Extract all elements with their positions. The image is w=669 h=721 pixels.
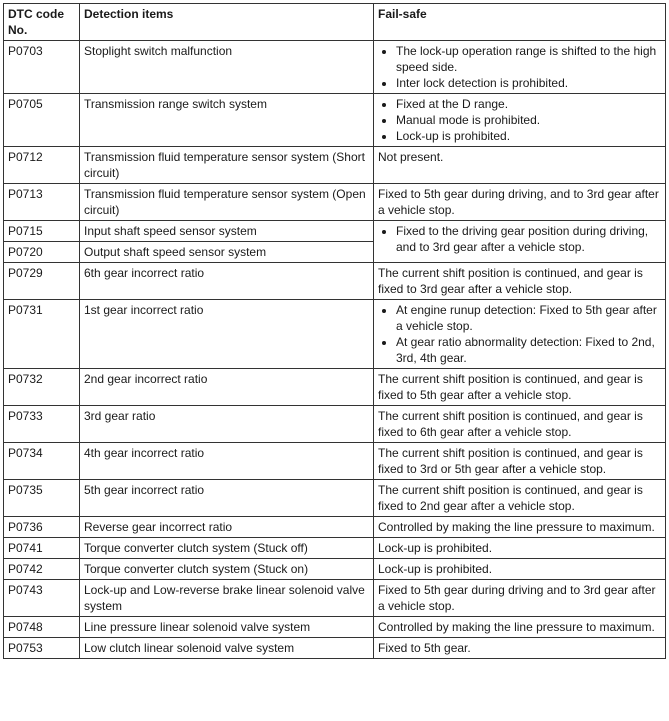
table-row [4, 580, 666, 617]
dtc-code-cell: P0748 [4, 617, 80, 638]
detection-item-cell: Transmission range switch system [80, 94, 374, 147]
table-row [4, 263, 666, 300]
dtc-code-cell: P0741 [4, 538, 80, 559]
table-row [4, 300, 666, 369]
detection-item-cell: Torque converter clutch system (Stuck on) [80, 559, 374, 580]
fail-safe-cell: Lock-up is prohibited. [374, 538, 666, 559]
list-item: • At engine runup detection: Fixed to 5th gear after a vehicle stop. [396, 302, 661, 334]
dtc-code-cell: P0733 [4, 406, 80, 443]
table-row [4, 559, 666, 580]
fail-safe-cell: Controlled by making the line pressure to maximum. [374, 617, 666, 638]
dtc-code-cell: P0705 [4, 94, 80, 147]
dtc-code-cell: P0715 [4, 221, 80, 242]
list-item: • Lock-up is prohibited. [396, 128, 661, 144]
table-row [4, 638, 666, 659]
header-detection-items: Detection items [80, 4, 374, 41]
table-row [4, 480, 666, 517]
table-row [4, 443, 666, 480]
detection-item-cell: 3rd gear ratio [80, 406, 374, 443]
header-fail-safe: Fail-safe [374, 4, 666, 41]
detection-item-cell: Transmission fluid temperature sensor system (Open circuit) [80, 184, 374, 221]
detection-item-cell: 5th gear incorrect ratio [80, 480, 374, 517]
fail-safe-cell [374, 300, 666, 369]
dtc-code-cell: P0734 [4, 443, 80, 480]
list-item: • Manual mode is prohibited. [396, 112, 661, 128]
list-item: • Fixed at the D range. [396, 96, 661, 112]
table-row [4, 41, 666, 94]
detection-item-cell: Output shaft speed sensor system [80, 242, 374, 263]
fail-safe-cell: The current shift position is continued, and gear is fixed to 3rd or 5th gear after a vehicle stop. [374, 443, 666, 480]
dtc-code-cell: P0753 [4, 638, 80, 659]
table-header-row [4, 4, 666, 41]
dtc-code-cell: P0735 [4, 480, 80, 517]
header-dtc-code-line2: No. [8, 23, 28, 37]
dtc-code-cell: P0731 [4, 300, 80, 369]
detection-item-cell: Torque converter clutch system (Stuck off) [80, 538, 374, 559]
table-row [4, 221, 666, 242]
dtc-code-cell: P0703 [4, 41, 80, 94]
detection-item-cell: Input shaft speed sensor system [80, 221, 374, 242]
fail-safe-cell [374, 41, 666, 94]
detection-item-cell: 1st gear incorrect ratio [80, 300, 374, 369]
dtc-table-container [3, 3, 666, 659]
detection-item-cell: 6th gear incorrect ratio [80, 263, 374, 300]
table-row [4, 147, 666, 184]
table-row [4, 94, 666, 147]
fail-safe-cell: The current shift position is continued, and gear is fixed to 5th gear after a vehicle stop. [374, 369, 666, 406]
dtc-code-cell: P0713 [4, 184, 80, 221]
dtc-code-cell: P0732 [4, 369, 80, 406]
fail-safe-cell [374, 94, 666, 147]
table-row [4, 406, 666, 443]
detection-item-cell: Low clutch linear solenoid valve system [80, 638, 374, 659]
detection-item-cell: Line pressure linear solenoid valve system [80, 617, 374, 638]
dtc-code-cell: P0743 [4, 580, 80, 617]
table-row [4, 517, 666, 538]
detection-item-cell: Lock-up and Low-reverse brake linear solenoid valve system [80, 580, 374, 617]
fail-safe-list [378, 223, 661, 255]
fail-safe-cell: Not present. [374, 147, 666, 184]
header-dtc-code-line1: DTC code [8, 7, 65, 21]
detection-item-cell: Reverse gear incorrect ratio [80, 517, 374, 538]
detection-item-cell: 2nd gear incorrect ratio [80, 369, 374, 406]
list-item: • Inter lock detection is prohibited. [396, 75, 661, 91]
detection-item-cell: Transmission fluid temperature sensor system (Short circuit) [80, 147, 374, 184]
table-row [4, 617, 666, 638]
dtc-table [3, 3, 666, 659]
fail-safe-list [378, 302, 661, 366]
dtc-code-cell: P0729 [4, 263, 80, 300]
dtc-code-cell: P0736 [4, 517, 80, 538]
fail-safe-list [378, 96, 661, 144]
detection-item-cell: Stoplight switch malfunction [80, 41, 374, 94]
detection-item-cell: 4th gear incorrect ratio [80, 443, 374, 480]
fail-safe-cell: Controlled by making the line pressure to maximum. [374, 517, 666, 538]
fail-safe-cell: The current shift position is continued, and gear is fixed to 2nd gear after a vehicle stop. [374, 480, 666, 517]
fail-safe-cell: The current shift position is continued, and gear is fixed to 6th gear after a vehicle stop. [374, 406, 666, 443]
fail-safe-list [378, 43, 661, 91]
dtc-code-cell: P0742 [4, 559, 80, 580]
list-item: • At gear ratio abnormality detection: Fixed to 2nd, 3rd, 4th gear. [396, 334, 661, 366]
dtc-code-cell: P0712 [4, 147, 80, 184]
fail-safe-cell: Fixed to 5th gear during driving and to 3rd gear after a vehicle stop. [374, 580, 666, 617]
fail-safe-cell: Fixed to 5th gear during driving, and to 3rd gear after a vehicle stop. [374, 184, 666, 221]
dtc-code-cell: P0720 [4, 242, 80, 263]
table-row [4, 369, 666, 406]
fail-safe-cell [374, 221, 666, 263]
list-item: • Fixed to the driving gear position during driving, and to 3rd gear after a vehicle stop. [396, 223, 661, 255]
fail-safe-cell: The current shift position is continued, and gear is fixed to 3rd gear after a vehicle stop. [374, 263, 666, 300]
fail-safe-cell: Fixed to 5th gear. [374, 638, 666, 659]
fail-safe-cell: Lock-up is prohibited. [374, 559, 666, 580]
header-dtc-code [4, 4, 80, 41]
table-row [4, 538, 666, 559]
list-item: • The lock-up operation range is shifted to the high speed side. [396, 43, 661, 75]
table-row [4, 184, 666, 221]
